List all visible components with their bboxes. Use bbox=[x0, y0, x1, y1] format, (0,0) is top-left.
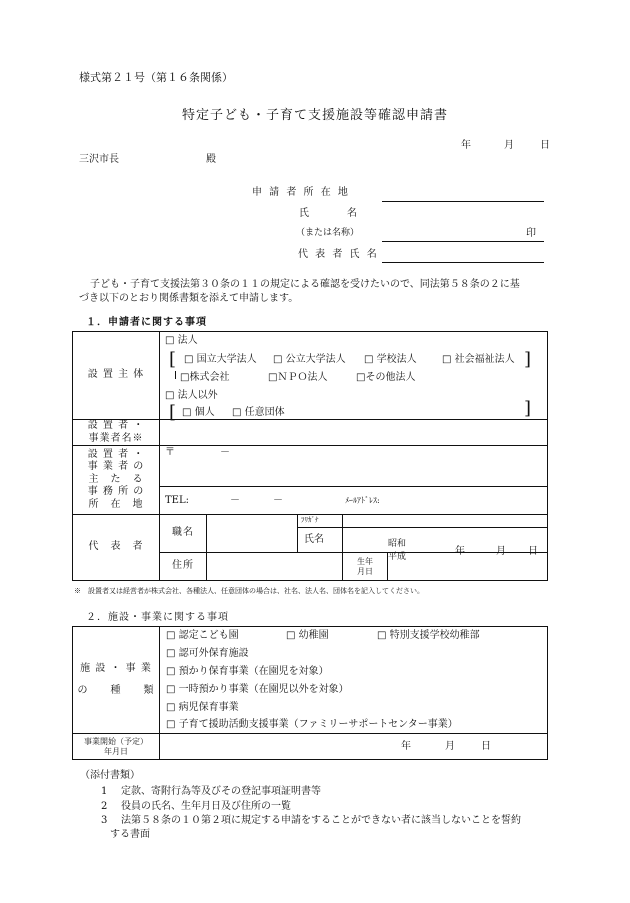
office-address-field[interactable] bbox=[160, 446, 548, 487]
attachment-2-text: 役員の氏名、生年月日及び住所の一覧 bbox=[121, 801, 291, 812]
corp-option-welfare[interactable]: □ 社会福祉法人 bbox=[442, 354, 515, 365]
option-kodomoen[interactable]: □ 認定こども園 bbox=[166, 630, 239, 641]
option-family-support[interactable]: □ 子育て援助活動支援事業（ファミリーサポートセンター事業） bbox=[166, 719, 458, 730]
applicant-name-line[interactable] bbox=[382, 241, 544, 242]
option-kindergarten[interactable]: □ 幼稚園 bbox=[286, 630, 329, 641]
rep-name-label bbox=[298, 515, 343, 553]
birth-label-l2: 月日 bbox=[357, 566, 373, 576]
start-month: 月 bbox=[445, 741, 455, 752]
addressee-honorific: 殿 bbox=[206, 154, 216, 165]
attachments-heading: （添付書類） bbox=[80, 770, 140, 781]
rep-title-field[interactable] bbox=[207, 515, 298, 553]
birth-day: 日 bbox=[528, 546, 538, 557]
date-day: 日 bbox=[540, 140, 550, 151]
birth-label bbox=[343, 553, 388, 581]
corp-checkbox[interactable]: □ 法人 bbox=[165, 335, 198, 346]
noncorp-option-individual[interactable]: □ 個人 bbox=[182, 407, 215, 418]
attachment-3-continued: する書面 bbox=[110, 829, 150, 840]
furigana-label: ﾌﾘｶﾞﾅ bbox=[301, 516, 319, 524]
start-date-label bbox=[73, 734, 160, 760]
option-unlicensed-nursery[interactable]: □ 認可外保育施設 bbox=[166, 648, 249, 659]
facility-info-table bbox=[72, 626, 548, 760]
corp-option-school[interactable]: □ 学校法人 bbox=[364, 354, 417, 365]
office-label-l2: 事 業 者 の bbox=[87, 461, 145, 473]
corp-option-national-univ[interactable]: □ 国立大学法人 bbox=[184, 354, 257, 365]
attachment-3-text: 法第５８条の１０第２項に規定する申請をすることができない者に該当しないことを誓約 bbox=[121, 815, 521, 826]
corp-option-kk[interactable]: □株式会社 bbox=[180, 372, 230, 383]
birth-date-field[interactable] bbox=[388, 539, 548, 581]
start-date-label-l1: 事業開始（予定） bbox=[84, 736, 148, 746]
corp-option-public-univ[interactable]: □ 公立大学法人 bbox=[273, 354, 346, 365]
applicant-name-label: 氏 名 bbox=[299, 208, 359, 219]
birth-month: 月 bbox=[496, 546, 506, 557]
intro-text-line1: 子ども・子育て支援法第３０条の１１の規定による確認を受けたいので、同法第５８条の２に基 bbox=[90, 279, 520, 290]
rep-address-label bbox=[160, 553, 207, 581]
applicant-rep-label: 代 表 者 氏 名 bbox=[298, 249, 379, 260]
office-label-l4: 事 務 所 の bbox=[87, 486, 145, 498]
rep-label bbox=[73, 515, 160, 581]
rep-label-text: 代 表 者 bbox=[88, 541, 144, 553]
applicant-address-label: 申 請 者 所 在 地 bbox=[252, 187, 350, 198]
birth-label-l1: 生年 bbox=[357, 556, 373, 566]
founder-name-label-l1: 設 置 者 ・ bbox=[87, 420, 145, 431]
bracket2-left: [ bbox=[169, 402, 177, 423]
intro-text-line2: づき以下のとおり関係書類を添えて申請します。 bbox=[79, 293, 299, 304]
facility-type-options bbox=[160, 627, 548, 734]
attachment-3-number: 3 bbox=[101, 815, 108, 826]
option-special-school[interactable]: □ 特別支援学校幼稚部 bbox=[377, 630, 480, 641]
noncorp-checkbox[interactable]: □ 法人以外 bbox=[165, 390, 218, 401]
applicant-rep-line[interactable] bbox=[382, 262, 544, 263]
founder-options-cell bbox=[160, 332, 548, 423]
applicant-org-name-label: （または名称） bbox=[296, 228, 360, 238]
date-month: 月 bbox=[504, 140, 514, 151]
email-label: ﾒｰﾙｱﾄﾞﾚｽ: bbox=[345, 496, 380, 505]
era-heisei[interactable]: 平成 bbox=[388, 552, 407, 562]
bracket2-right: ] bbox=[524, 398, 532, 419]
tel-label: TEL: bbox=[165, 495, 189, 506]
option-extended-care[interactable]: □ 預かり保育事業（在園児を対象） bbox=[166, 666, 329, 677]
postal-dash: － bbox=[220, 447, 230, 458]
start-date-field[interactable] bbox=[160, 734, 548, 760]
date-year: 年 bbox=[461, 140, 471, 151]
bracket-left-tail bbox=[175, 371, 176, 379]
founder-label-text: 設 置 主 体 bbox=[87, 369, 145, 381]
section2-heading: ２．施設・事業に関する事項 bbox=[86, 612, 229, 623]
noncorp-option-group[interactable]: □ 任意団体 bbox=[232, 407, 285, 418]
facility-type-label bbox=[73, 627, 160, 734]
option-sick-child-care[interactable]: □ 病児保育事業 bbox=[166, 702, 239, 713]
facility-type-label-l2: の 種 類 bbox=[77, 685, 155, 696]
office-label-l3: 主 た る bbox=[88, 473, 144, 485]
addressee-name: 三沢市長 bbox=[79, 154, 119, 165]
tel-dash-1: － bbox=[230, 495, 240, 506]
rep-name-label-text: 氏名 bbox=[304, 534, 324, 545]
option-temporary-care[interactable]: □ 一時預かり事業（在園児以外を対象） bbox=[166, 684, 349, 695]
bracket-right: ] bbox=[524, 349, 532, 370]
office-contact-field[interactable] bbox=[160, 487, 548, 515]
furigana-divider-2 bbox=[343, 527, 548, 528]
attachment-1-text: 定款、寄附行為等及びその登記事項証明書等 bbox=[121, 786, 321, 797]
tel-dash-2: － bbox=[273, 495, 283, 506]
office-label bbox=[73, 446, 160, 515]
start-day: 日 bbox=[481, 741, 491, 752]
office-label-l5: 所 在 地 bbox=[88, 498, 144, 510]
era-showa[interactable]: 昭和 bbox=[388, 539, 407, 549]
start-date-label-l2: 年月日 bbox=[104, 746, 128, 756]
founder-label bbox=[73, 332, 160, 420]
bracket-left: [ bbox=[169, 349, 177, 370]
rep-title-label bbox=[160, 515, 207, 553]
rep-title-label-text: 職名 bbox=[172, 527, 194, 539]
corp-option-npo[interactable]: □ＮＰＯ法人 bbox=[268, 372, 328, 383]
form-number: 様式第２１号（第１６条関係） bbox=[79, 71, 233, 84]
furigana-divider bbox=[298, 527, 343, 528]
founder-name-label-l2: 事業者名※ bbox=[88, 432, 144, 444]
section1-heading: １．申請者に関する事項 bbox=[86, 317, 207, 328]
applicant-address-line[interactable] bbox=[382, 201, 544, 202]
attachment-2-number: 2 bbox=[101, 801, 108, 812]
corp-option-other[interactable]: □その他法人 bbox=[356, 372, 416, 383]
postal-mark: 〒 bbox=[165, 447, 175, 458]
founder-name-field[interactable] bbox=[160, 420, 548, 446]
applicant-info-table bbox=[72, 331, 548, 581]
rep-address-field[interactable] bbox=[207, 553, 343, 581]
founder-name-label bbox=[73, 420, 160, 446]
page-title: 特定子ども・子育て支援施設等確認申請書 bbox=[181, 108, 448, 123]
rep-address-label-text: 住所 bbox=[172, 560, 194, 572]
facility-type-label-l1: 施 設 ・ 事 業 bbox=[80, 663, 152, 674]
attachment-1-number: 1 bbox=[101, 786, 108, 797]
office-label-l1: 設 置 者 ・ bbox=[87, 448, 145, 460]
start-year: 年 bbox=[401, 741, 411, 752]
birth-year: 年 bbox=[455, 546, 465, 557]
rep-name-field[interactable] bbox=[343, 515, 548, 553]
section1-note: ※ 設置者又は経営者が株式会社、各種法人、任意団体の場合は、社名、法人名、団体名を記入してください。 bbox=[74, 587, 424, 595]
seal-mark: 印 bbox=[526, 228, 536, 239]
